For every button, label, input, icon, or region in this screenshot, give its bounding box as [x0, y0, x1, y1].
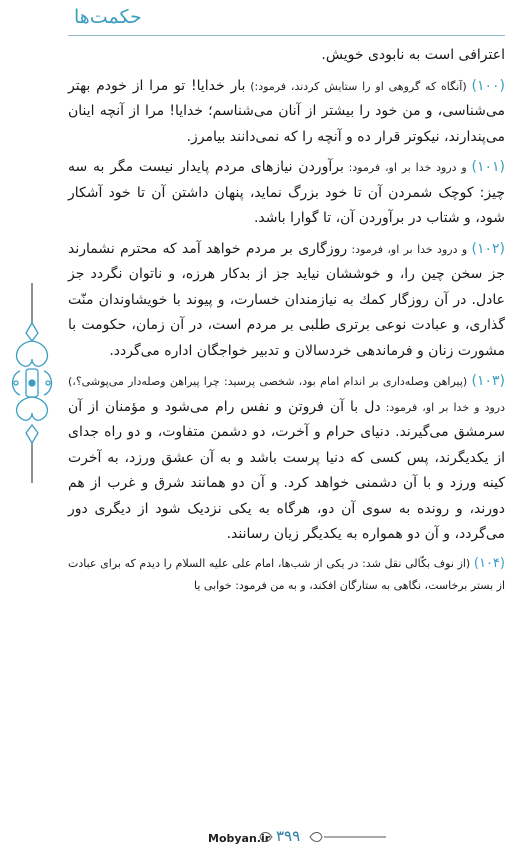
page-number: ۳۹۹	[276, 827, 301, 845]
footer-right-flourish-icon	[308, 830, 388, 844]
saying-text: دل با آن فروتن و نفس رام می‌شود و مؤمنان از آن سرمشق می‌گیرند. دنیای حرام و آخرت، دو دشمن متفاوت، و دو راه جدای از یکدیگرند، پس کسی که دنیا پرست باشد و به آن عشق ورزد، به آخرت کینه ورزد و با آن دشمنی خواهد کرد. و آن دو همانند شرق و غرب از هم دورند، و رونده به سوی آن دو، هرگاه به یکی نزدیک شود از دیگری دور می‌گردد، و آن دو همواره به یکدیگر زیان رسانند.	[68, 398, 505, 542]
arabesque-ornament-icon	[6, 283, 58, 483]
paragraph-text: اعترافی است به نابودی خویش.	[321, 47, 505, 63]
site-watermark: Mobyan.ir	[208, 832, 271, 845]
saying-102	[68, 237, 505, 365]
saying-text: بار خدایا! تو مرا از خودم بهتر می‌شناسی، و من خود را بیشتر از آنان می‌شناسم؛ خدایا! مرا از آنچه اینان می‌پندارند، نیکوتر قرار ده و آنچه را که نمی‌دانند بیامرز.	[68, 77, 505, 145]
saying-number: (۱۰۰)	[471, 77, 505, 94]
saying-number: (۱۰۱)	[471, 159, 505, 175]
saying-context: (آنگاه که گروهی او را ستایش کردند، فرمود:)	[245, 79, 472, 93]
header-divider	[68, 35, 505, 36]
saying-104	[68, 553, 505, 597]
saying-text: (از نوف بکّالی نقل شد: در یکی از شب‌ها، امام علی علیه السلام را دیدم که برای عبادت از بستر برخاست، نگاهی به ستارگان افکند، و به من فرمود: خوابی یا	[68, 556, 505, 592]
footer-left-flourish-icon	[258, 830, 274, 844]
main-text	[68, 43, 505, 602]
saying-context: و درود خدا بر او، فرمود:	[343, 161, 472, 174]
saying-103	[68, 369, 505, 548]
saying-101	[68, 155, 505, 232]
page-title: حکمت‌ها	[74, 6, 142, 28]
saying-100	[68, 74, 505, 151]
saying-text: برآوردن نیازهای مردم پایدار نیست مگر به سه چیز: کوچک شمردن آن تا خود بزرگ نماید، پنهان داشتن آن تا خود آشکار شود، و شتاب در برآوردن آن، تا گوارا باشد.	[68, 159, 505, 226]
saying-number: (۱۰۲)	[471, 240, 505, 257]
saying-number: (۱۰۴)	[473, 555, 505, 571]
saying-context: و درود خدا بر او، فرمود:	[347, 242, 472, 256]
saying-context: (پیراهن وصله‌داری بر اندام امام بود، شخصی پرسید: چرا پیراهن وصله‌دار می‌پوشی؟،) درود و خدا بر او، فرمود:	[68, 375, 506, 414]
saying-number: (۱۰۳)	[471, 373, 505, 389]
page-footer	[0, 822, 520, 852]
paragraph-intro	[68, 43, 505, 69]
saying-text: روزگاری بر مردم خواهد آمد که محترم نشمارند جز سخن چین را، و خوششان نیاید جز از بدکار هرزه، و ناتوان نگردد جز عادل. در آن روزگار کمك به نیازمندان خسارت، و پیوند با خویشاوندان منّت گذاری، و عبادت نوعی برتری طلبی بر مردم است، در آن زمان، حکومت با مشورت زنان و فرماندهی خردسالان و تدبیر خواجگان اداره می‌گردد.	[68, 240, 505, 359]
